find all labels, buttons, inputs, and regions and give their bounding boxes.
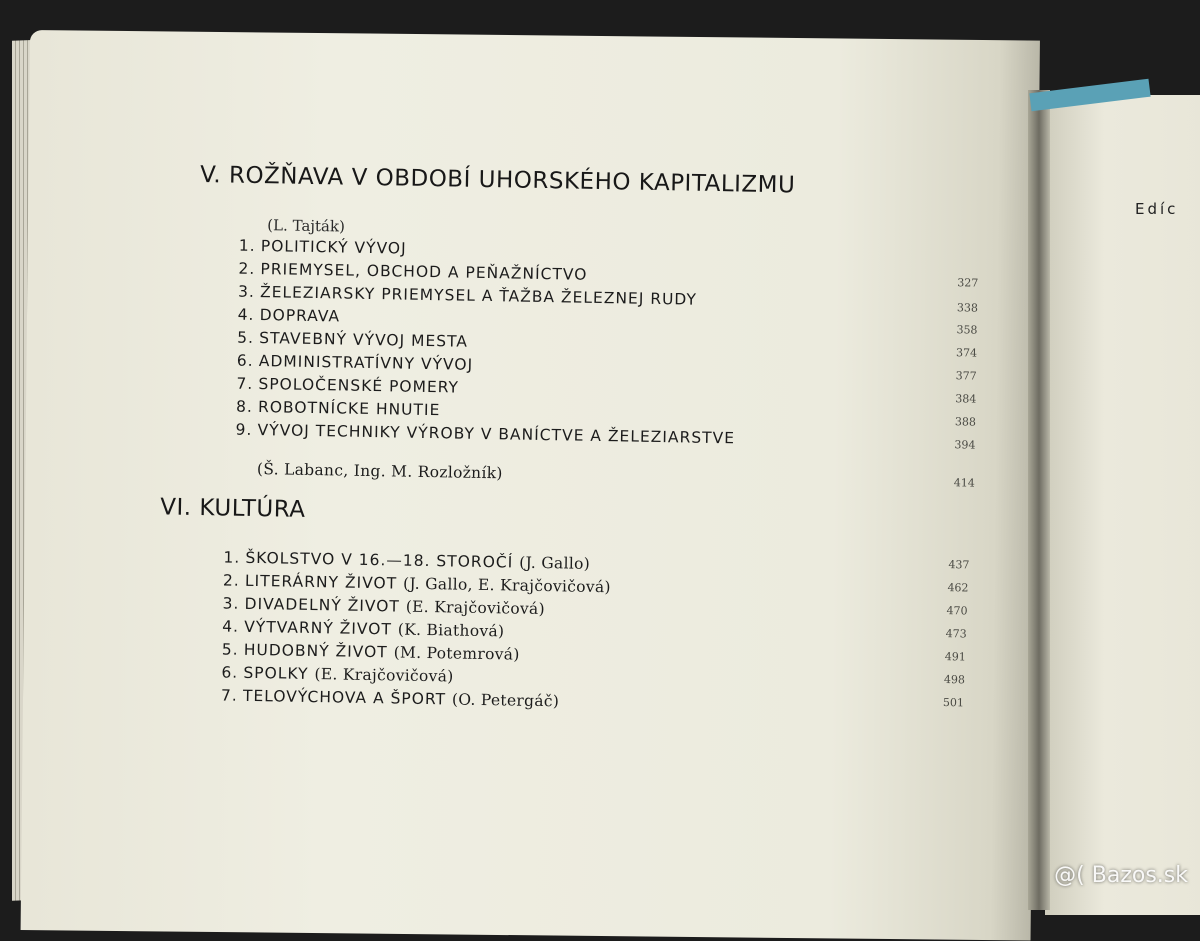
item-number: 3. [238, 283, 260, 301]
section-v-item [236, 375, 459, 397]
section-vi-item [223, 571, 611, 596]
item-number: 4. [222, 617, 244, 635]
section-vi-item [222, 617, 504, 640]
item-title: ŠKOLSTVO V 16.—18. STOROČÍ [245, 549, 513, 572]
item-title: SPOLOČENSKÉ POMERY [258, 375, 459, 396]
section-v-item [237, 306, 340, 326]
item-title: LITERÁRNY ŽIVOT [245, 572, 397, 593]
section-v-item9-page: 414 [935, 476, 975, 490]
right-page-text: Edíc [1135, 200, 1178, 218]
item-page-number: 377 [937, 369, 977, 383]
item-number: 1. [223, 548, 245, 566]
item-page-number: 388 [936, 415, 976, 429]
section-vi-item [222, 594, 545, 618]
item-title: HUDOBNÝ ŽIVOT [244, 641, 388, 662]
section-v-item [238, 283, 697, 309]
section-v-item [236, 398, 441, 420]
item-number: 6. [221, 663, 243, 681]
item-number: 7. [236, 375, 258, 393]
item-number: 2. [238, 260, 260, 278]
item-page-number: 437 [929, 558, 969, 572]
section-vi-item [223, 548, 590, 572]
section-vi-item [221, 686, 559, 710]
item-number: 4. [237, 306, 259, 324]
item-page-number: 491 [926, 650, 966, 664]
item-title: SPOLKY [243, 664, 308, 683]
item-number: 5. [222, 640, 244, 658]
item-author: (J. Gallo) [519, 554, 590, 573]
item-number: 5. [237, 329, 259, 347]
item-page-number: 384 [936, 392, 976, 406]
item-number: 7. [221, 686, 243, 704]
item-title: VÝVOJ TECHNIKY VÝROBY V BANÍCTVE A ŽELEZIARSTVE [257, 421, 735, 447]
item-page-number: 462 [928, 581, 968, 595]
item-title: ROBOTNÍCKE HNUTIE [258, 398, 441, 419]
item-author: (J. Gallo, E. Krajčovičová) [403, 575, 611, 597]
item-title: DOPRAVA [259, 306, 340, 325]
item-author: (E. Krajčovičová) [406, 598, 545, 618]
section-vi-title: VI. KULTÚRA [160, 494, 306, 523]
item-author: (M. Potemrová) [394, 643, 520, 663]
item-page-number: 374 [937, 346, 977, 360]
section-v-author: (L. Tajták) [267, 216, 345, 235]
section-v-item9-authors: (Š. Labanc, Ing. M. Rozložník) [257, 460, 503, 482]
item-page-number: 338 [938, 301, 978, 315]
item-page-number: 327 [938, 276, 978, 290]
item-author: (K. Biathová) [398, 621, 505, 641]
section-v-item [237, 352, 474, 374]
item-title: VÝTVARNÝ ŽIVOT [244, 618, 392, 639]
section-v-item [237, 329, 468, 351]
item-number: 2. [223, 571, 245, 589]
item-title: POLITICKÝ VÝVOJ [261, 237, 407, 258]
section-v-item [239, 237, 407, 258]
item-page-number: 498 [925, 673, 965, 687]
item-title: ADMINISTRATÍVNY VÝVOJ [259, 352, 474, 374]
section-v-list [3, 0, 1200, 17]
item-title: PRIEMYSEL, OBCHOD A PEŇAŽNÍCTVO [260, 260, 587, 284]
item-title: STAVEBNÝ VÝVOJ MESTA [259, 329, 468, 351]
item-page-number: 473 [927, 627, 967, 641]
item-title: TELOVÝCHOVA A ŠPORT [243, 687, 446, 709]
section-vi-item [221, 663, 453, 685]
item-number: 8. [236, 398, 258, 416]
item-title: DIVADELNÝ ŽIVOT [244, 595, 400, 616]
item-page-number: 358 [937, 323, 977, 337]
item-number: 3. [222, 594, 244, 612]
section-v-item [238, 260, 587, 284]
item-number: 1. [239, 237, 261, 255]
item-author: (E. Krajčovičová) [314, 665, 453, 685]
item-title: ŽELEZIARSKY PRIEMYSEL A ŤAŽBA ŽELEZNEJ RUDY [260, 283, 697, 309]
item-number: 6. [237, 352, 259, 370]
section-v-title: V. ROŽŇAVA V OBDOBÍ UHORSKÉHO KAPITALIZMU [200, 162, 796, 198]
section-vi-list [3, 0, 1200, 17]
bazos-watermark: @( Bazos.sk [1054, 863, 1188, 888]
section-v-item [235, 421, 735, 448]
item-page-number: 501 [924, 696, 964, 710]
section-vi-item [222, 640, 520, 663]
item-page-number: 470 [927, 604, 967, 618]
item-number: 9. [235, 421, 257, 439]
item-page-number: 394 [935, 438, 975, 452]
item-author: (O. Petergáč) [452, 690, 560, 710]
